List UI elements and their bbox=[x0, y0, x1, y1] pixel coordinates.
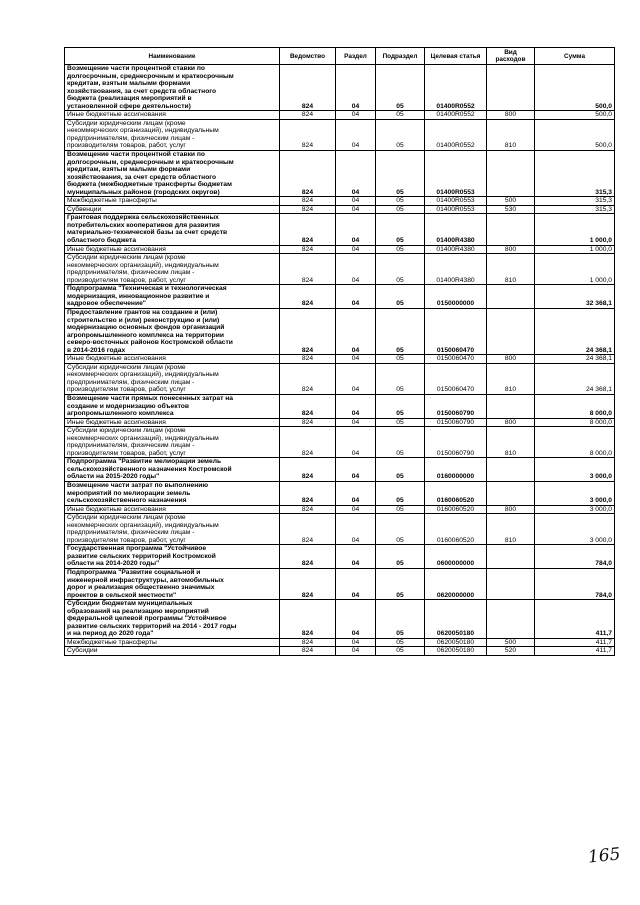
cell-subsection: 05 bbox=[376, 418, 425, 427]
cell-dept: 824 bbox=[280, 65, 336, 111]
cell-target: 01400R0553 bbox=[425, 205, 487, 214]
cell-dept: 824 bbox=[280, 514, 336, 545]
cell-target: 01400R0552 bbox=[425, 119, 487, 150]
cell-expense: 520 bbox=[487, 647, 535, 656]
cell-sum: 3 000,0 bbox=[535, 458, 615, 482]
cell-expense: 800 bbox=[487, 111, 535, 120]
table-row bbox=[65, 505, 615, 514]
cell-subsection: 05 bbox=[376, 355, 425, 364]
cell-sum: 8 000,0 bbox=[535, 427, 615, 458]
cell-section: 04 bbox=[336, 308, 376, 354]
cell-target: 0620050180 bbox=[425, 600, 487, 639]
cell-dept: 824 bbox=[280, 638, 336, 647]
cell-expense bbox=[487, 65, 535, 111]
cell-target: 01400R0553 bbox=[425, 197, 487, 206]
cell-sum: 784,0 bbox=[535, 545, 615, 569]
cell-expense bbox=[487, 285, 535, 309]
cell-sum: 1 000,0 bbox=[535, 214, 615, 245]
cell-sum: 1 000,0 bbox=[535, 245, 615, 254]
cell-dept: 824 bbox=[280, 394, 336, 418]
cell-sum: 315,3 bbox=[535, 197, 615, 206]
cell-expense: 500 bbox=[487, 638, 535, 647]
cell-name: Подпрограмма "Техническая и технологическая модернизация, инновационное развитие и кадровое обеспечение" bbox=[65, 285, 280, 309]
cell-dept: 824 bbox=[280, 254, 336, 285]
cell-target: 0160060520 bbox=[425, 505, 487, 514]
cell-subsection: 05 bbox=[376, 458, 425, 482]
table-row bbox=[65, 514, 615, 545]
cell-subsection: 05 bbox=[376, 214, 425, 245]
table-row bbox=[65, 394, 615, 418]
header-name: Наименование bbox=[65, 48, 280, 65]
cell-subsection: 05 bbox=[376, 254, 425, 285]
cell-dept: 824 bbox=[280, 111, 336, 120]
cell-target: 0160060520 bbox=[425, 514, 487, 545]
cell-target: 0620050180 bbox=[425, 647, 487, 656]
cell-section: 04 bbox=[336, 545, 376, 569]
cell-subsection: 05 bbox=[376, 65, 425, 111]
table-row bbox=[65, 245, 615, 254]
cell-target: 01400R4380 bbox=[425, 245, 487, 254]
table-body bbox=[65, 65, 615, 656]
cell-target: 0150060470 bbox=[425, 355, 487, 364]
header-expense: Вид расходов bbox=[487, 48, 535, 65]
cell-target: 0160060520 bbox=[425, 481, 487, 505]
cell-name: Межбюджетные трансферты bbox=[65, 197, 280, 206]
cell-name: Подпрограмма "Развитие социальной и инженерной инфраструктуры, автомобильных дорог и реализация общественно значимых проектов в сельской местности" bbox=[65, 569, 280, 600]
cell-section: 04 bbox=[336, 458, 376, 482]
cell-name: Субвенции bbox=[65, 205, 280, 214]
cell-subsection: 05 bbox=[376, 647, 425, 656]
cell-section: 04 bbox=[336, 569, 376, 600]
table-row bbox=[65, 363, 615, 394]
cell-subsection: 05 bbox=[376, 545, 425, 569]
cell-expense bbox=[487, 458, 535, 482]
cell-expense: 800 bbox=[487, 245, 535, 254]
cell-subsection: 05 bbox=[376, 205, 425, 214]
cell-name: Иные бюджетные ассигнования bbox=[65, 245, 280, 254]
table-row bbox=[65, 355, 615, 364]
table-row bbox=[65, 418, 615, 427]
header-subsection: Подраздел bbox=[376, 48, 425, 65]
header-sum: Сумма bbox=[535, 48, 615, 65]
cell-name: Возмещение части затрат по выполнению мероприятий по мелиорации земель сельскохозяйственного назначения bbox=[65, 481, 280, 505]
cell-dept: 824 bbox=[280, 355, 336, 364]
cell-name: Иные бюджетные ассигнования bbox=[65, 505, 280, 514]
cell-name: Иные бюджетные ассигнования bbox=[65, 418, 280, 427]
cell-name: Грантовая поддержка сельскохозяйственных потребительских кооперативов для развития материально-технической базы за счет средств областного бюджета bbox=[65, 214, 280, 245]
cell-section: 04 bbox=[336, 481, 376, 505]
cell-dept: 824 bbox=[280, 245, 336, 254]
cell-target: 01400R4380 bbox=[425, 254, 487, 285]
cell-subsection: 05 bbox=[376, 481, 425, 505]
header-dept: Ведомство bbox=[280, 48, 336, 65]
table-row bbox=[65, 308, 615, 354]
cell-section: 04 bbox=[336, 214, 376, 245]
cell-expense bbox=[487, 394, 535, 418]
cell-subsection: 05 bbox=[376, 119, 425, 150]
cell-subsection: 05 bbox=[376, 111, 425, 120]
cell-name: Межбюджетные трансферты bbox=[65, 638, 280, 647]
cell-dept: 824 bbox=[280, 545, 336, 569]
cell-section: 04 bbox=[336, 197, 376, 206]
cell-target: 0150060790 bbox=[425, 418, 487, 427]
cell-subsection: 05 bbox=[376, 245, 425, 254]
table-row bbox=[65, 545, 615, 569]
cell-name: Иные бюджетные ассигнования bbox=[65, 111, 280, 120]
cell-dept: 824 bbox=[280, 363, 336, 394]
cell-name: Субсидии юридическим лицам (кроме некоммерческих организаций), индивидуальным предпринимателям, физическим лицам - производителям товаров, работ, услуг bbox=[65, 254, 280, 285]
cell-dept: 824 bbox=[280, 308, 336, 354]
cell-sum: 411,7 bbox=[535, 638, 615, 647]
table-row bbox=[65, 569, 615, 600]
cell-section: 04 bbox=[336, 355, 376, 364]
cell-subsection: 05 bbox=[376, 638, 425, 647]
cell-sum: 3 000,0 bbox=[535, 481, 615, 505]
table-row bbox=[65, 458, 615, 482]
cell-subsection: 05 bbox=[376, 427, 425, 458]
cell-section: 04 bbox=[336, 600, 376, 639]
table-row bbox=[65, 119, 615, 150]
cell-name: Возмещение части прямых понесенных затрат на создание и модернизацию объектов агропромышленного комплекса bbox=[65, 394, 280, 418]
cell-subsection: 05 bbox=[376, 600, 425, 639]
cell-expense bbox=[487, 214, 535, 245]
cell-target: 0150060470 bbox=[425, 308, 487, 354]
table-header-row bbox=[65, 48, 615, 65]
table-row bbox=[65, 600, 615, 639]
cell-subsection: 05 bbox=[376, 285, 425, 309]
cell-name: Субсидии юридическим лицам (кроме некоммерческих организаций), индивидуальным предпринимателям, физическим лицам - производителям товаров, работ, услуг bbox=[65, 119, 280, 150]
cell-sum: 32 368,1 bbox=[535, 285, 615, 309]
cell-target: 01400R0552 bbox=[425, 111, 487, 120]
cell-expense: 500 bbox=[487, 197, 535, 206]
cell-section: 04 bbox=[336, 638, 376, 647]
cell-section: 04 bbox=[336, 151, 376, 197]
cell-dept: 824 bbox=[280, 151, 336, 197]
cell-dept: 824 bbox=[280, 458, 336, 482]
cell-section: 04 bbox=[336, 363, 376, 394]
cell-dept: 824 bbox=[280, 205, 336, 214]
cell-sum: 8 000,0 bbox=[535, 394, 615, 418]
cell-target: 0150060790 bbox=[425, 394, 487, 418]
cell-name: Иные бюджетные ассигнования bbox=[65, 355, 280, 364]
cell-subsection: 05 bbox=[376, 505, 425, 514]
cell-sum: 3 000,0 bbox=[535, 514, 615, 545]
cell-name: Субсидии юридическим лицам (кроме некоммерческих организаций), индивидуальным предпринимателям, физическим лицам - производителям товаров, работ, услуг bbox=[65, 363, 280, 394]
cell-section: 04 bbox=[336, 394, 376, 418]
cell-target: 0160000000 bbox=[425, 458, 487, 482]
cell-name: Субсидии bbox=[65, 647, 280, 656]
cell-target: 01400R0552 bbox=[425, 65, 487, 111]
cell-expense bbox=[487, 569, 535, 600]
cell-section: 04 bbox=[336, 285, 376, 309]
cell-dept: 824 bbox=[280, 214, 336, 245]
cell-expense: 800 bbox=[487, 505, 535, 514]
cell-target: 01400R4380 bbox=[425, 214, 487, 245]
cell-expense bbox=[487, 600, 535, 639]
cell-section: 04 bbox=[336, 505, 376, 514]
table-row bbox=[65, 427, 615, 458]
cell-dept: 824 bbox=[280, 647, 336, 656]
table-row bbox=[65, 254, 615, 285]
cell-subsection: 05 bbox=[376, 197, 425, 206]
cell-subsection: 05 bbox=[376, 514, 425, 545]
table-row bbox=[65, 647, 615, 656]
cell-name: Возмещение части процентной ставки по долгосрочным, среднесрочным и краткосрочным кредитам, взятым малыми формами хозяйствования, за счет средств областного бюджета (межбюджетные трансферты бюджетам муниципальных районов (городских округов) bbox=[65, 151, 280, 197]
cell-expense: 810 bbox=[487, 119, 535, 150]
cell-expense: 810 bbox=[487, 514, 535, 545]
cell-sum: 500,0 bbox=[535, 111, 615, 120]
table-row bbox=[65, 285, 615, 309]
cell-sum: 24 368,1 bbox=[535, 363, 615, 394]
cell-section: 04 bbox=[336, 205, 376, 214]
cell-name: Субсидии юридическим лицам (кроме некоммерческих организаций), индивидуальным предпринимателям, физическим лицам - производителям товаров, работ, услуг bbox=[65, 427, 280, 458]
cell-sum: 3 000,0 bbox=[535, 505, 615, 514]
cell-subsection: 05 bbox=[376, 151, 425, 197]
cell-section: 04 bbox=[336, 647, 376, 656]
table-row bbox=[65, 638, 615, 647]
cell-sum: 784,0 bbox=[535, 569, 615, 600]
cell-sum: 411,7 bbox=[535, 647, 615, 656]
cell-subsection: 05 bbox=[376, 363, 425, 394]
cell-subsection: 05 bbox=[376, 308, 425, 354]
cell-section: 04 bbox=[336, 254, 376, 285]
cell-name: Предоставление грантов на создание и (или) строительство и (или) реконструкцию и (или) модернизацию основных фондов организаций агропромышленного комплекса на территории северо-восточных районов Костромской области в 2014-2016 годах bbox=[65, 308, 280, 354]
cell-sum: 8 000,0 bbox=[535, 418, 615, 427]
cell-dept: 824 bbox=[280, 427, 336, 458]
table-row bbox=[65, 481, 615, 505]
cell-target: 0150060470 bbox=[425, 363, 487, 394]
cell-expense bbox=[487, 545, 535, 569]
cell-sum: 1 000,0 bbox=[535, 254, 615, 285]
cell-target: 0620050180 bbox=[425, 638, 487, 647]
cell-section: 04 bbox=[336, 427, 376, 458]
table-row bbox=[65, 111, 615, 120]
cell-expense bbox=[487, 308, 535, 354]
cell-dept: 824 bbox=[280, 569, 336, 600]
cell-name: Государственная программа "Устойчивое развитие сельских территорий Костромской области на 2014-2020 годы" bbox=[65, 545, 280, 569]
cell-dept: 824 bbox=[280, 285, 336, 309]
cell-subsection: 05 bbox=[376, 394, 425, 418]
cell-expense bbox=[487, 151, 535, 197]
cell-target: 0620000000 bbox=[425, 569, 487, 600]
cell-target: 01400R0553 bbox=[425, 151, 487, 197]
table-row bbox=[65, 65, 615, 111]
cell-dept: 824 bbox=[280, 600, 336, 639]
cell-sum: 500,0 bbox=[535, 65, 615, 111]
cell-sum: 411,7 bbox=[535, 600, 615, 639]
cell-expense: 530 bbox=[487, 205, 535, 214]
cell-sum: 315,3 bbox=[535, 151, 615, 197]
table-row bbox=[65, 214, 615, 245]
cell-sum: 500,0 bbox=[535, 119, 615, 150]
cell-name: Субсидии бюджетам муниципальных образований на реализацию мероприятий федеральной целевой программы "Устойчивое развитие сельских территорий на 2014 - 2017 годы и на период до 2020 года" bbox=[65, 600, 280, 639]
cell-dept: 824 bbox=[280, 505, 336, 514]
cell-dept: 824 bbox=[280, 197, 336, 206]
cell-target: 0150060790 bbox=[425, 427, 487, 458]
cell-target: 0150000000 bbox=[425, 285, 487, 309]
cell-expense: 810 bbox=[487, 427, 535, 458]
cell-expense: 800 bbox=[487, 418, 535, 427]
table-row bbox=[65, 197, 615, 206]
cell-target: 0600000000 bbox=[425, 545, 487, 569]
page-number: 165 bbox=[587, 844, 622, 868]
cell-name: Субсидии юридическим лицам (кроме некоммерческих организаций), индивидуальным предпринимателям, физическим лицам - производителям товаров, работ, услуг bbox=[65, 514, 280, 545]
cell-expense: 810 bbox=[487, 363, 535, 394]
header-target: Целевая статья bbox=[425, 48, 487, 65]
cell-section: 04 bbox=[336, 119, 376, 150]
cell-subsection: 05 bbox=[376, 569, 425, 600]
cell-sum: 315,3 bbox=[535, 205, 615, 214]
cell-sum: 24 368,1 bbox=[535, 355, 615, 364]
cell-expense: 800 bbox=[487, 355, 535, 364]
cell-section: 04 bbox=[336, 245, 376, 254]
cell-name: Подпрограмма "Развитие мелиорации земель сельскохозяйственного назначения Костромской области на 2015-2020 годы" bbox=[65, 458, 280, 482]
cell-section: 04 bbox=[336, 418, 376, 427]
cell-dept: 824 bbox=[280, 481, 336, 505]
cell-section: 04 bbox=[336, 111, 376, 120]
table-row bbox=[65, 151, 615, 197]
budget-table bbox=[64, 47, 615, 656]
cell-section: 04 bbox=[336, 514, 376, 545]
cell-sum: 24 368,1 bbox=[535, 308, 615, 354]
cell-expense bbox=[487, 481, 535, 505]
cell-expense: 810 bbox=[487, 254, 535, 285]
cell-name: Возмещение части процентной ставки по долгосрочным, среднесрочным и краткосрочным кредитам, взятым малыми формами хозяйствования, за счет средств областного бюджета (реализация мероприятий в установленной сфере деятельности) bbox=[65, 65, 280, 111]
table-row bbox=[65, 205, 615, 214]
cell-dept: 824 bbox=[280, 418, 336, 427]
cell-dept: 824 bbox=[280, 119, 336, 150]
header-section: Раздел bbox=[336, 48, 376, 65]
cell-section: 04 bbox=[336, 65, 376, 111]
